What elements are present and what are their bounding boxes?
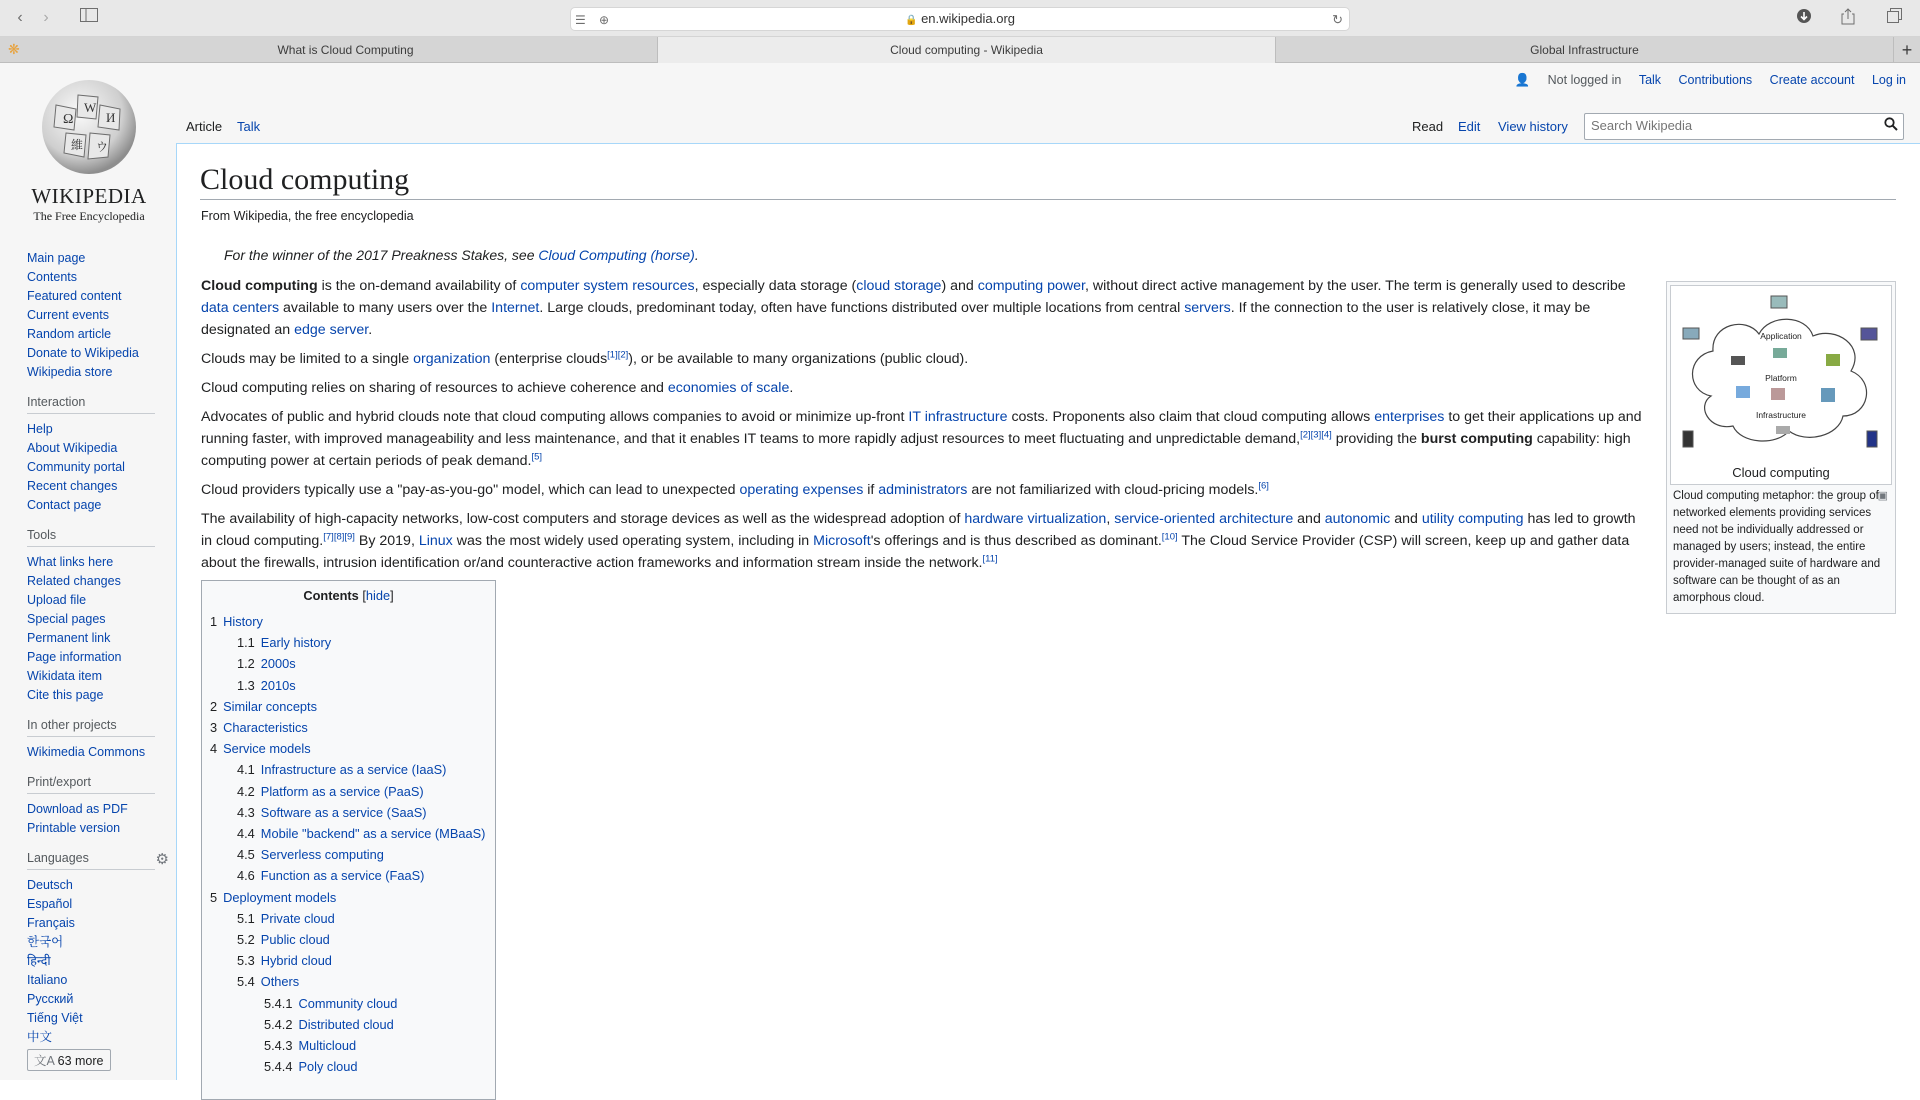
text: and [1390, 511, 1422, 527]
toc-number: 4.1 [237, 762, 255, 778]
citation-ref[interactable]: [8] [333, 531, 345, 543]
more-languages-button[interactable] [27, 1049, 111, 1071]
wikipedia-logo[interactable] [22, 75, 156, 224]
citation-ref[interactable]: [2] [1300, 429, 1311, 441]
sidebar-language-item[interactable]: 한국어 [27, 935, 64, 949]
link-operating-expenses[interactable]: operating expenses [739, 482, 864, 498]
toc-number: 1.2 [237, 656, 255, 672]
cloud-diagram-icon [1671, 286, 1891, 466]
toc-link[interactable]: 2000s [260, 656, 296, 672]
languages-list [27, 876, 167, 1047]
text: The Cloud Service Provider (CSP) will screen, keep up and gather data about the firewalls, intrusion identification or/and counteractive action frameworks and information stream inside the network. [201, 533, 1630, 571]
sidebar-projects-item[interactable]: Wikimedia Commons [27, 745, 146, 759]
reload-icon[interactable]: ↻ [1332, 12, 1343, 27]
toc-item[interactable] [208, 929, 489, 950]
text: . [789, 380, 794, 396]
browser-tab-1[interactable]: What is Cloud Computing [34, 37, 658, 63]
tools-heading: Tools [27, 528, 155, 547]
toc-item[interactable] [208, 781, 489, 802]
toc-number: 5.4.2 [264, 1016, 293, 1032]
link-organization[interactable]: organization [413, 351, 491, 367]
browser-tab-3[interactable]: Global Infrastructure [1276, 37, 1894, 63]
paragraph-5 [201, 479, 1643, 501]
sidebar-language-item[interactable]: Deutsch [27, 878, 73, 892]
browser-toolbar [0, 0, 1920, 37]
sidebar-language-item[interactable]: Français [27, 916, 75, 930]
share-icon[interactable] [1838, 8, 1858, 28]
toc-item[interactable] [208, 993, 489, 1014]
link-microsoft[interactable]: Microsoft [813, 533, 871, 549]
text: providing the [1331, 431, 1421, 447]
bold-term: burst computing [1420, 431, 1533, 447]
article-body [201, 275, 1643, 581]
sidebar-interaction-item[interactable]: Help [27, 422, 53, 436]
globe-icon [36, 75, 142, 177]
infobox-caption [1670, 485, 1892, 607]
toc-number: 5.1 [237, 910, 255, 926]
citation-ref[interactable]: [9] [344, 531, 355, 543]
sidebar-tools-item[interactable]: Upload file [27, 593, 87, 607]
link-cloud-storage[interactable]: cloud storage [856, 278, 942, 294]
user-icon: 👤 [1514, 73, 1531, 87]
sidebar-interaction-item[interactable]: Contact page [27, 498, 102, 512]
toc-item[interactable] [208, 950, 489, 971]
user-talk-link[interactable]: Talk [1638, 73, 1662, 87]
toc-item[interactable] [208, 675, 489, 696]
toc-number: 4.5 [237, 847, 255, 863]
toc-link[interactable]: Distributed cloud [298, 1016, 394, 1032]
toc-link[interactable]: Mobile "backend" as a service (MBaaS) [260, 826, 486, 842]
toc-link[interactable]: History [223, 614, 263, 629]
link-computing-power[interactable]: computing power [977, 278, 1085, 294]
sidebar-language-item[interactable]: Tiếng Việt [27, 1011, 83, 1025]
interaction-list [27, 420, 167, 515]
languages-label: Languages [27, 851, 89, 865]
lock-icon: 🔒 [904, 15, 918, 26]
text: . [368, 322, 373, 338]
not-logged-in: 👤 Not logged in [1514, 73, 1622, 87]
paragraph-3 [201, 377, 1643, 399]
sidebar-tools-item[interactable]: Related changes [27, 574, 121, 588]
link-edge-server[interactable]: edge server [294, 322, 369, 338]
toc-hide-link[interactable]: hide [365, 588, 391, 603]
citation-ref[interactable]: [2] [617, 349, 629, 361]
toc-item[interactable] [208, 717, 489, 738]
toc-item[interactable] [208, 908, 489, 929]
sidebar-language-item[interactable]: 中文 [27, 1030, 53, 1044]
toc-number: 2 [210, 698, 218, 714]
toc-link[interactable]: Infrastructure as a service (IaaS) [260, 762, 447, 778]
toc-number: 5.4 [237, 974, 255, 990]
link-it-infrastructure[interactable]: IT infrastructure [908, 409, 1008, 425]
sidebar-print-item[interactable]: Printable version [27, 821, 121, 835]
link-internet[interactable]: Internet [491, 300, 540, 316]
toc-item[interactable] [208, 802, 489, 823]
sidebar-nav-item[interactable]: Contents [27, 270, 78, 284]
text: available to many users over the [279, 300, 492, 316]
toc-number: 5.2 [237, 932, 255, 948]
infobox-figure [1666, 281, 1896, 614]
magnify-icon[interactable]: ▣ [1877, 490, 1888, 502]
hatnote [224, 247, 699, 263]
toc-number: 4 [210, 741, 218, 757]
svg-text:Ω: Ω [63, 112, 74, 127]
sidebar-nav-item[interactable]: Wikipedia store [27, 365, 113, 379]
toc-link[interactable]: Private cloud [260, 910, 335, 926]
download-icon[interactable] [1794, 8, 1814, 28]
link-administrators[interactable]: administrators [878, 482, 968, 498]
text: Cloud providers typically use a "pay-as-you-go" model, which can lead to unexpected [201, 482, 740, 498]
tab-read[interactable]: Read [1412, 119, 1444, 134]
print-list [27, 800, 167, 838]
citation-ref[interactable]: [1] [607, 349, 618, 361]
toc-number: 4.2 [237, 783, 255, 799]
text: Advocates of public and hybrid clouds note that cloud computing allows companies to avoid or minimize up-front [201, 409, 909, 425]
toc-number: 4.4 [237, 826, 255, 842]
toc-item[interactable] [208, 632, 489, 653]
toc-list [208, 611, 489, 1077]
text: to get their applications up and running faster, with improved manageability and less maintenance, and that it enables IT teams to more rapidly adjust resources to meet fluctuating and unpredictable demand, [201, 409, 1642, 447]
interaction-heading: Interaction [27, 395, 155, 414]
citation-ref[interactable]: [6] [1258, 480, 1269, 492]
search-icon[interactable] [1884, 117, 1898, 134]
toc-item[interactable] [208, 887, 489, 908]
text: . If the connection to the user is relatively close, it may be designated an [201, 300, 1591, 338]
link-hardware-virtualization[interactable]: hardware virtualization [964, 511, 1107, 527]
diagram-title: Cloud computing [1732, 465, 1830, 480]
forward-icon[interactable]: › [43, 9, 49, 26]
bold-term: Cloud computing [201, 278, 318, 294]
sidebar-nav-item[interactable]: Main page [27, 251, 86, 265]
url-text: 🔒 en.wikipedia.org [904, 11, 1016, 26]
log-in-link[interactable]: Log in [1871, 73, 1906, 87]
text: 's offerings and is thus described as dominant. [870, 533, 1162, 549]
more-languages-label: 63 more [57, 1054, 104, 1068]
toc-link[interactable]: Poly cloud [298, 1059, 358, 1075]
text: , without direct active management by the user. The term is generally used to describe [1084, 278, 1626, 294]
toc-item[interactable] [208, 1056, 489, 1077]
toc-link[interactable]: Service models [223, 741, 311, 757]
toc-item[interactable] [208, 1014, 489, 1035]
gear-icon[interactable]: ⚙ [155, 851, 169, 868]
text: ), or be available to many organizations (public cloud). [628, 351, 969, 367]
add-icon[interactable]: ⊕ [599, 13, 610, 27]
text: capability: high computing power at certain periods of peak demand. [201, 431, 1631, 469]
toc-link[interactable]: Multicloud [298, 1038, 357, 1054]
sidebar-interaction-item[interactable]: Community portal [27, 460, 125, 474]
languages-portal [27, 851, 167, 1071]
sidebar-nav-item[interactable]: Current events [27, 308, 109, 322]
text: . Large clouds, predominant today, often have functions distributed over multiple locations from central [539, 300, 1185, 316]
caption-text: Cloud computing metaphor: the group of networked elements providing services need not be individually addressed or managed by users; instead, the entire provider-managed suite of hardware and software can be thought of as an amorphous cloud. [1673, 490, 1881, 604]
cloud-diagram-image[interactable] [1670, 285, 1892, 485]
citation-ref[interactable]: [10] [1161, 531, 1178, 543]
tab-talk[interactable]: Talk [237, 119, 261, 134]
tab-view-history[interactable]: View history [1498, 119, 1568, 134]
sidebar-language-item[interactable]: हिन्दी [27, 954, 51, 968]
toc-link[interactable]: Others [260, 974, 300, 990]
logo-tagline: The Free Encyclopedia [33, 209, 145, 223]
table-of-contents [201, 580, 496, 1100]
toc-number: 5.4.1 [264, 995, 293, 1011]
toc-number: 3 [210, 720, 218, 736]
svg-text:維: 維 [71, 138, 84, 152]
paragraph-2 [201, 348, 1643, 370]
toc-item[interactable] [208, 696, 489, 717]
toc-link[interactable]: Function as a service (FaaS) [260, 868, 425, 884]
citation-ref[interactable]: [11] [982, 553, 998, 565]
citation-ref[interactable]: [3] [1310, 429, 1322, 441]
site-subtitle: From Wikipedia, the free encyclopedia [201, 209, 414, 223]
toc-number: 4.6 [237, 868, 255, 884]
text: and [1293, 511, 1325, 527]
link-utility-computing[interactable]: utility computing [1421, 511, 1524, 527]
text: are not familiarized with cloud-pricing models. [967, 482, 1259, 498]
sidebar-icon[interactable] [78, 8, 100, 28]
tools-list [27, 553, 167, 705]
text: , especially data storage ( [694, 278, 857, 294]
svg-text:И: И [106, 110, 116, 125]
create-account-link[interactable]: Create account [1769, 73, 1855, 87]
toc-link[interactable]: Community cloud [298, 995, 398, 1011]
print-portal [27, 775, 167, 838]
toc-title [208, 588, 489, 603]
tools-portal [27, 528, 167, 705]
toc-item[interactable] [208, 611, 489, 632]
tab-bar [0, 37, 1920, 63]
paragraph-4 [201, 406, 1643, 472]
toc-link[interactable]: Hybrid cloud [260, 953, 332, 969]
contributions-link[interactable]: Contributions [1678, 73, 1753, 87]
projects-portal [27, 718, 167, 762]
link-enterprises[interactable]: enterprises [1374, 409, 1445, 425]
paragraph-intro [201, 275, 1643, 341]
toc-link[interactable]: Software as a service (SaaS) [260, 804, 427, 820]
toc-number: 5.4.3 [264, 1038, 293, 1054]
link-data-centers[interactable]: data centers [201, 300, 280, 316]
browser-tab-2[interactable]: Cloud computing - Wikipedia [658, 37, 1276, 63]
logo-wordmark: WIKIPEDIA [31, 184, 147, 208]
paragraph-6 [201, 508, 1643, 574]
citation-ref[interactable]: [7] [323, 531, 334, 543]
text: The availability of high-capacity networks, low-cost computers and storage devices as well as the widespread adoption of [201, 511, 965, 527]
toc-link[interactable]: Public cloud [260, 932, 330, 948]
toc-item[interactable] [208, 759, 489, 780]
citation-ref[interactable]: [5] [531, 451, 543, 463]
projects-list [27, 743, 167, 762]
projects-heading: In other projects [27, 718, 155, 737]
nav-list [27, 249, 167, 382]
print-heading: Print/export [27, 775, 155, 794]
link-autonomic[interactable]: autonomic [1324, 511, 1391, 527]
toc-item[interactable] [208, 653, 489, 674]
sidebar-interaction-item[interactable]: About Wikipedia [27, 441, 118, 455]
text: By 2019, [354, 533, 419, 549]
text: Clouds may be limited to a single [201, 351, 414, 367]
nav-portal [27, 249, 167, 382]
search-input[interactable] [1591, 118, 1871, 133]
toc-number: 5 [210, 889, 218, 905]
toc-item[interactable] [208, 865, 489, 886]
hatnote-link[interactable]: Cloud Computing (horse) [538, 247, 695, 263]
toc-item[interactable] [208, 844, 489, 865]
toc-number: 5.4.4 [264, 1059, 293, 1075]
sidebar-interaction-item[interactable]: Recent changes [27, 479, 118, 493]
citation-ref[interactable]: [4] [1321, 429, 1332, 441]
toc-link[interactable]: Serverless computing [260, 847, 384, 863]
toc-number: 1 [210, 614, 218, 629]
text: if [863, 482, 879, 498]
text: costs. Proponents also claim that cloud computing allows [1007, 409, 1375, 425]
toc-number: 4.3 [237, 804, 255, 820]
text: ) and [941, 278, 978, 294]
toc-link[interactable]: Deployment models [223, 889, 337, 905]
toc-link[interactable]: Early history [260, 635, 332, 651]
toc-number: 1.3 [237, 677, 255, 693]
link-linux[interactable]: Linux [418, 533, 453, 549]
address-bar[interactable] [570, 7, 1350, 31]
plus-icon[interactable]: + [1901, 40, 1913, 60]
toc-number: 5.3 [237, 953, 255, 969]
sidebar-nav-item[interactable]: Random article [27, 327, 112, 341]
toc-link[interactable]: Platform as a service (PaaS) [260, 783, 424, 799]
text: , [1106, 511, 1115, 527]
diagram-label-platform: Platform [1765, 373, 1797, 383]
tab-article[interactable]: Article [186, 119, 223, 134]
svg-text:W: W [84, 100, 97, 115]
wiki-page [0, 63, 1920, 1080]
toc-link[interactable]: 2010s [260, 677, 296, 693]
back-icon[interactable]: ‹ [17, 9, 23, 26]
sidebar-print-item[interactable]: Download as PDF [27, 802, 128, 816]
link-economies-of-scale[interactable]: economies of scale [667, 380, 790, 396]
text: Cloud computing relies on sharing of resources to achieve coherence and [201, 380, 668, 396]
sidebar-tools-item[interactable]: Cite this page [27, 688, 104, 702]
text: has led to growth in cloud computing. [201, 511, 1636, 549]
sidebar-tools-item[interactable]: Wikidata item [27, 669, 103, 683]
link-servers[interactable]: servers [1184, 300, 1231, 316]
link-computer-system-resources[interactable]: computer system resources [520, 278, 695, 294]
toc-item[interactable] [208, 738, 489, 759]
toc-item[interactable] [208, 971, 489, 992]
sidebar-tools-item[interactable]: What links here [27, 555, 114, 569]
diagram-label-application: Application [1760, 331, 1802, 341]
diagram-label-infrastructure: Infrastructure [1755, 410, 1807, 420]
toc-item[interactable] [208, 823, 489, 844]
toc-number: 1.1 [237, 635, 255, 651]
personal-tools [1501, 73, 1906, 88]
tab-edit[interactable]: Edit [1458, 119, 1481, 134]
languages-heading [27, 851, 169, 870]
toc-heading: Contents [303, 588, 359, 603]
app-icon: ❋ [8, 41, 20, 57]
toc-link[interactable]: Characteristics [223, 720, 308, 736]
page-title: Cloud computing [200, 163, 1896, 200]
search-box [1584, 113, 1904, 140]
sidebar-tools-item[interactable]: Special pages [27, 612, 106, 626]
text: is the on-demand availability of [317, 278, 521, 294]
sidebar [27, 249, 167, 1084]
toc-item[interactable] [208, 1035, 489, 1056]
sidebar-tools-item[interactable]: Permanent link [27, 631, 111, 645]
tabs-overview-icon[interactable] [1884, 8, 1904, 28]
sidebar-nav-item[interactable]: Featured content [27, 289, 122, 303]
hatnote-end: . [694, 247, 699, 263]
sidebar-nav-item[interactable]: Donate to Wikipedia [27, 346, 139, 360]
translate-icon: 文A [34, 1054, 55, 1068]
link-service-oriented-architecture[interactable]: service-oriented architecture [1114, 511, 1294, 527]
text: was the most widely used operating system, including in [452, 533, 814, 549]
svg-text:ウ: ウ [96, 140, 109, 154]
sidebar-language-item[interactable]: Italiano [27, 973, 68, 987]
text: (enterprise clouds [490, 351, 608, 367]
hatnote-text: For the winner of the 2017 Preakness Stakes, see [224, 247, 539, 263]
toc-link[interactable]: Similar concepts [223, 698, 318, 714]
toc-hide-toggle[interactable]: [hide] [362, 588, 394, 603]
sidebar-language-item[interactable]: Русский [27, 992, 74, 1006]
reader-icon[interactable]: ☰ [575, 13, 586, 27]
sidebar-language-item[interactable]: Español [27, 897, 73, 911]
interaction-portal [27, 395, 167, 515]
sidebar-tools-item[interactable]: Page information [27, 650, 122, 664]
